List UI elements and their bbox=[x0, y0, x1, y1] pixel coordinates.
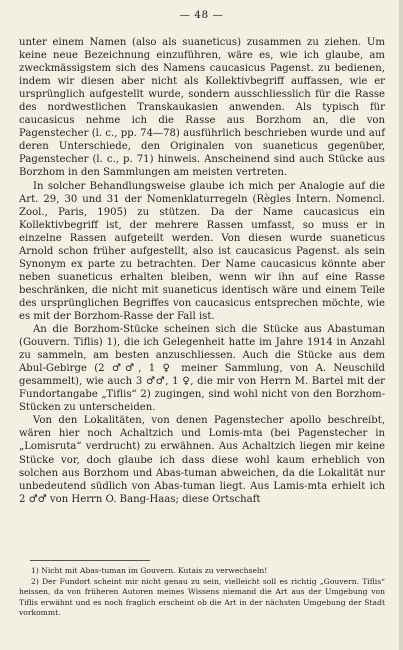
paragraph-2: In solcher Behandlungsweise glaube ich mich per Analogie auf die Art. 29, 30 und 31 der Nomenklaturregeln (Règles Intern. Nomencl. Zool., Paris, 1905) zu stützen. Da der Name caucasicus ein Kollektivbegriff ist, der mehrere Rassen umfasst, so muss er in einzelne Rassen aufgeteilt werden. Von diesen wurde suaneticus Arnold schon früher aufgestellt, also ist caucasicus Pagenst. als sein Synonym ex parte zu betrachten. Der Name caucasicus könnte aber neben suaneticus erhalten bleiben, wenn wir ihn auf eine Rasse beschränken, die nicht mit suaneticus identisch wäre und einem Teile des ursprünglichen Begriffes von caucasicus entsprechen möchte, wie es mit der Borzhom-Rasse der Fall ist. bbox=[19, 180, 385, 322]
body-text bbox=[19, 36, 385, 506]
footnote-1: 1) Nicht mit Abas-tuman im Gouvern. Kutais zu verwechseln! bbox=[31, 566, 268, 575]
paragraph-4: Von den Lokalitäten, von denen Pagenstecher apollo beschreibt, wären hier noch Achaltzich und Lomis-mta (bei Pagenstecher in „Lomisruta“ verdrucht) zu erwähnen. Aus Achaltzich liegen mir keine Stücke vor, doch glaube ich dass diese wohl kaum erheblich von solchen aus Borzhom und Abas-tuman abweichen, da die Lokalität nur unbedeutend südlich von Abas-tuman liegt. Aus Lamis-mta erhielt ich 2 ♂♂ von Herrn O. Bang-Haas; diese Ortschaft bbox=[19, 415, 385, 505]
paragraph-1: unter einem Namen (also als suaneticus) zusammen zu ziehen. Um keine neue Bezeichnung einzuführen, wäre es, wie ich glaube, am zweckmässigstem sich des Namens caucasicus Pagenst. zu bedienen, indem wir diesen aber nicht als Kollektivbegriff auffassen, wie er ursprünglich aufgestellt wurde, sondern ausschliesslich für die Rasse des nordwestlichen Transkaukasien anwenden. Als typisch für caucasicus nehme ich die Rasse aus Borzhom an, die von Pagenstecher (l. c., pp. 74—78) ausführlich beschrieben wurde und auf deren Unterschiede, den Originalen von suaneticus gegenüber, Pagenstecher (l. c., p. 71) hinweis. Anscheinend sind auch Stücke aus Borzhom in den Sammlungen am meisten vertreten. bbox=[19, 37, 385, 179]
footnote-2: 2) Der Fundort scheint mir nicht genau zu sein, vielleicht soll es richtig „Gouvern. Tiflis“ heissen, da von früheren Autoren meines Wissens niemand die Art aus der Umgebung von Tiflis erwähnt und es noch fraglich erscheint ob die Art in der nächsten Umgebung der Stadt vorkommt. bbox=[19, 576, 385, 618]
footnote-divider bbox=[30, 560, 150, 561]
footnotes bbox=[19, 566, 385, 619]
paragraph-3: An die Borzhom-Stücke scheinen sich die Stücke aus Abastuman (Gouvern. Tiflis) 1), die ich Gelegenheit hatte im Jahre 1914 in Anzahl zu sammeln, am besten anzuschliessen. Auch die Stücke aus dem Abul-Gebirge (2 ♂♂, 1 ♀ meiner Sammlung, von A. Neuschild gesammelt), wie auch 3 ♂♂, 1 ♀, die mir von Herrn M. Bartel mit der Fundortangabe „Tiflis“ 2) zugingen, sind wohl nicht von den Borzhom-Stücken zu unterscheiden. bbox=[19, 324, 385, 414]
page-number: — 48 — bbox=[179, 9, 224, 21]
page-edge bbox=[399, 0, 403, 650]
